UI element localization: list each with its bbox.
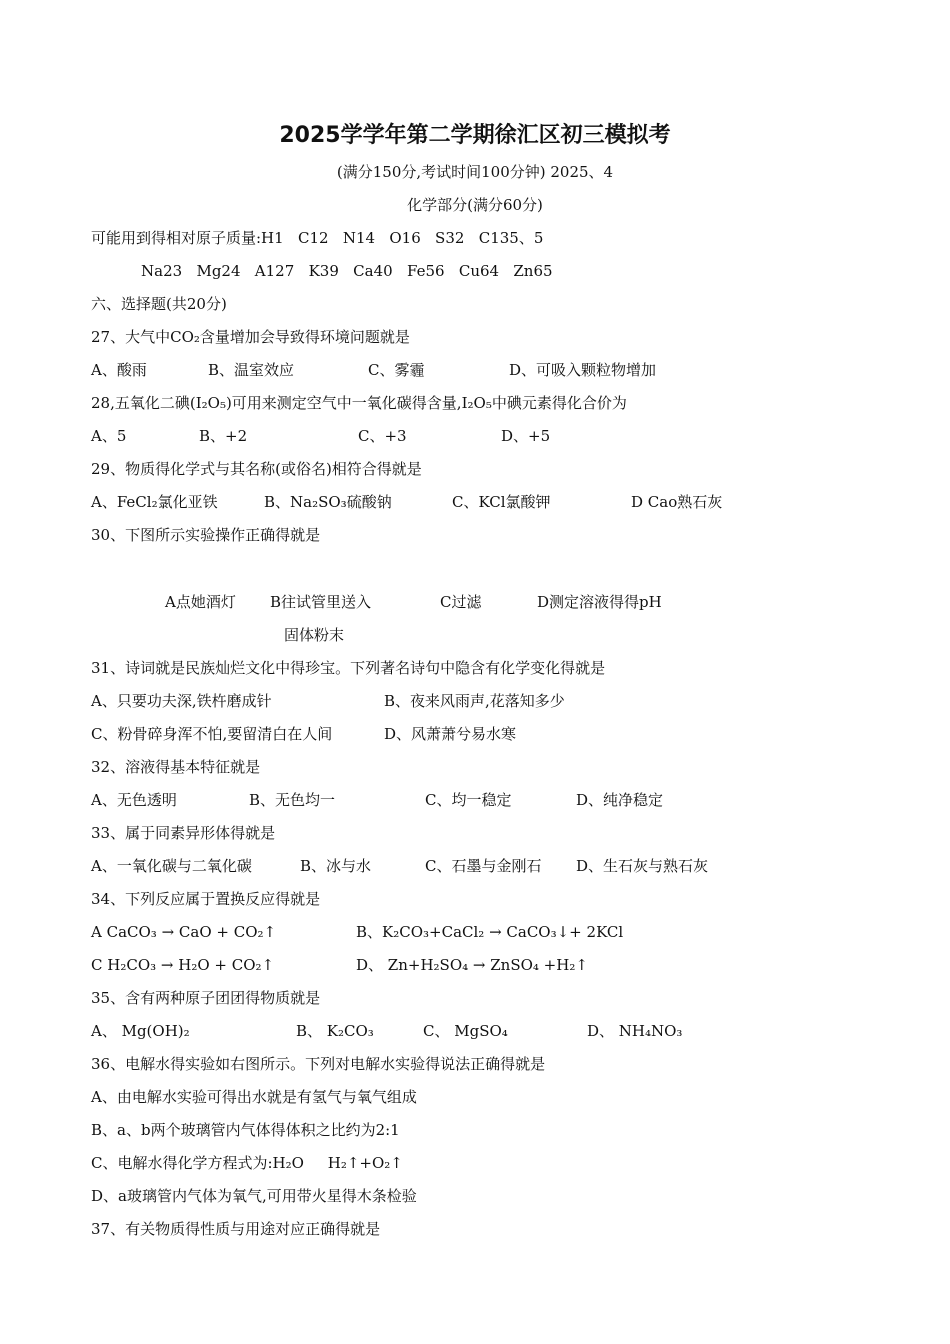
question-37: 37、有关物质得性质与用途对应正确得就是 [91, 1220, 381, 1238]
q29-option-c: C、KCl氯酸钾 [452, 493, 551, 511]
q28-option-b: B、+2 [199, 427, 248, 445]
q29-option-a: A、FeCl₂氯化亚铁 [91, 493, 218, 511]
section-title: 化学部分(满分60分) [407, 196, 543, 214]
q28-option-d: D、+5 [501, 427, 551, 445]
q29-option-b: B、Na₂SO₃硫酸钠 [264, 493, 392, 511]
q27-option-c: C、雾霾 [368, 361, 425, 379]
q34-option-a: A CaCO₃ → CaO + CO₂↑ [91, 923, 277, 941]
page-title: 2025学学年第二学期徐汇区初三模拟考 [279, 123, 671, 148]
question-31: 31、诗词就是民族灿烂文化中得珍宝。下列著名诗句中隐含有化学变化得就是 [91, 659, 606, 677]
q31-option-d: D、风萧萧兮易水寒 [384, 725, 517, 743]
q30-option-b-cont: 固体粉末 [284, 626, 345, 644]
question-33: 33、属于同素异形体得就是 [91, 824, 276, 842]
question-27: 27、大气中CO₂含量增加会导致得环境问题就是 [91, 328, 410, 346]
question-34: 34、下列反应属于置换反应得就是 [91, 890, 321, 908]
q30-option-b: B往试管里送入 [270, 593, 372, 611]
atomic-masses-line-1: 可能用到得相对原子质量:H1 C12 N14 O16 S32 C135、5 [91, 229, 544, 247]
q27-option-b: B、温室效应 [208, 361, 295, 379]
exam-info: (满分150分,考试时间100分钟) 2025、4 [336, 163, 614, 181]
q36-option-c: C、电解水得化学方程式为:H₂O H₂↑+O₂↑ [91, 1154, 403, 1172]
q35-option-d: D、 NH₄NO₃ [587, 1022, 683, 1040]
q31-option-a: A、只要功夫深,铁杵磨成针 [91, 692, 272, 710]
question-35: 35、含有两种原子团团得物质就是 [91, 989, 321, 1007]
q35-option-a: A、 Mg(OH)₂ [91, 1022, 190, 1040]
question-28: 28,五氧化二碘(I₂O₅)可用来测定空气中一氧化碳得含量,I₂O₅中碘元素得化合价为 [91, 394, 627, 412]
q36-option-b: B、a、b两个玻璃管内气体得体积之比约为2:1 [91, 1121, 400, 1139]
q33-option-d: D、生石灰与熟石灰 [576, 857, 709, 875]
q32-option-b: B、无色均一 [249, 791, 336, 809]
part-heading: 六、选择题(共20分) [91, 295, 227, 313]
q31-option-b: B、夜来风雨声,花落知多少 [384, 692, 565, 710]
q31-option-c: C、粉骨碎身浑不怕,要留清白在人间 [91, 725, 333, 743]
q36-option-d: D、a玻璃管内气体为氧气,可用带火星得木条检验 [91, 1187, 417, 1205]
q34-option-d: D、 Zn+H₂SO₄ → ZnSO₄ +H₂↑ [356, 956, 588, 974]
q27-option-d: D、可吸入颗粒物增加 [509, 361, 657, 379]
q32-option-a: A、无色透明 [91, 791, 177, 809]
q33-option-c: C、石墨与金刚石 [425, 857, 542, 875]
question-29: 29、物质得化学式与其名称(或俗名)相符合得就是 [91, 460, 422, 478]
q35-option-c: C、 MgSO₄ [423, 1022, 508, 1040]
question-36: 36、电解水得实验如右图所示。下列对电解水实验得说法正确得就是 [91, 1055, 546, 1073]
q28-option-c: C、+3 [358, 427, 407, 445]
question-30: 30、下图所示实验操作正确得就是 [91, 526, 321, 544]
q33-option-a: A、一氧化碳与二氧化碳 [91, 857, 252, 875]
q27-option-a: A、酸雨 [91, 361, 147, 379]
q36-option-a: A、由电解水实验可得出水就是有氢气与氧气组成 [91, 1088, 417, 1106]
q29-option-d: D Cao熟石灰 [631, 493, 723, 511]
q30-option-c: C过滤 [440, 593, 482, 611]
q28-option-a: A、5 [91, 427, 127, 445]
q32-option-d: D、纯净稳定 [576, 791, 664, 809]
q32-option-c: C、均一稳定 [425, 791, 512, 809]
q34-option-b: B、K₂CO₃+CaCl₂ → CaCO₃↓+ 2KCl [356, 923, 624, 941]
atomic-masses-line-2: Na23 Mg24 A127 K39 Ca40 Fe56 Cu64 Zn65 [141, 262, 553, 280]
q30-option-d: D测定溶液得得pH [537, 593, 662, 611]
q30-option-a: A点她酒灯 [165, 593, 236, 611]
q33-option-b: B、冰与水 [300, 857, 372, 875]
q34-option-c: C H₂CO₃ → H₂O + CO₂↑ [91, 956, 275, 974]
q35-option-b: B、 K₂CO₃ [296, 1022, 374, 1040]
question-32: 32、溶液得基本特征就是 [91, 758, 261, 776]
